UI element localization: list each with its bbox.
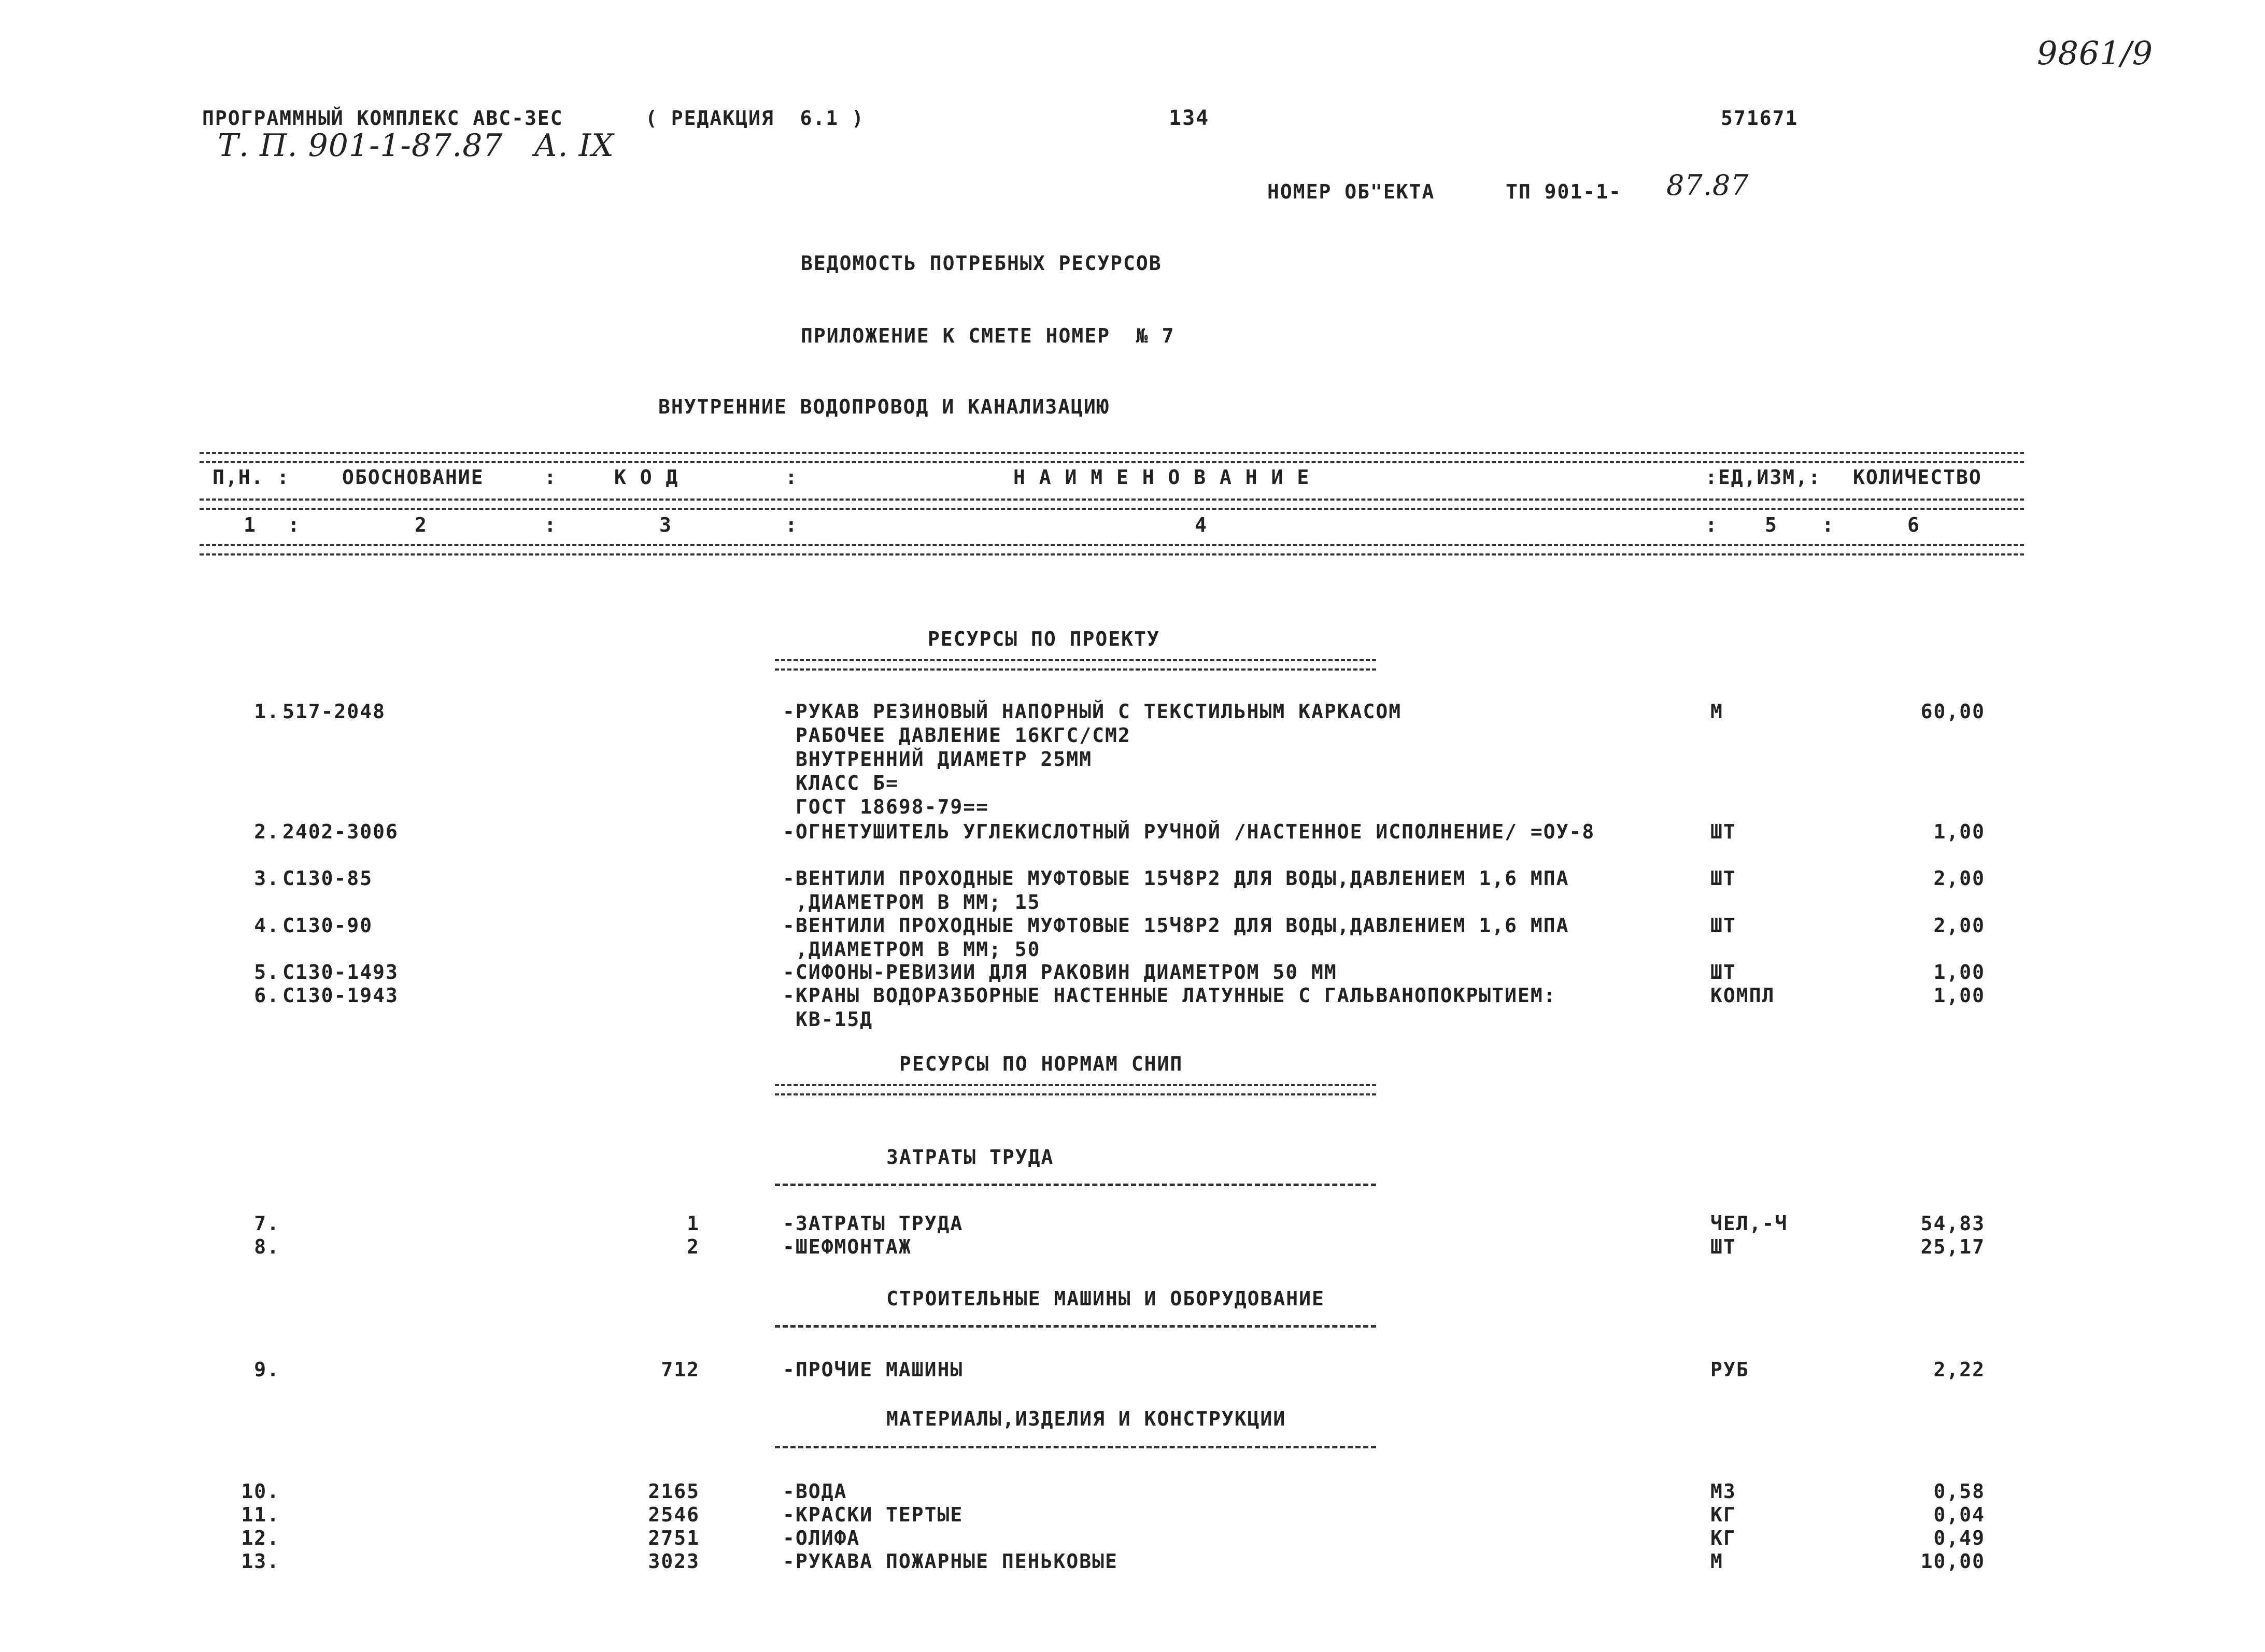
row-name-line: -ОГНЕТУШИТЕЛЬ УГЛЕКИСЛОТНЫЙ РУЧНОЙ /НАСТЕННОЕ ИСПОЛНЕНИЕ/ =ОУ-8 [783,820,1595,843]
section-rule-materials [775,1446,1376,1448]
row-unit: РУБ [1710,1358,1749,1381]
column-sep-2: : [544,514,557,536]
row-unit: ШТ [1710,1235,1736,1258]
header-pn: П,Н. : [213,466,290,489]
row-quantity: 54,83 [1920,1212,1985,1235]
object-number-label: НОМЕР ОБ"ЕКТА [1267,180,1435,203]
row-number: 9. [254,1358,280,1381]
row-code: 2 [687,1235,700,1258]
row-quantity: 25,17 [1920,1235,1985,1258]
page-number: 134 [1169,106,1210,130]
row-basis: 517-2048 [282,700,386,723]
row-basis: С130-1943 [282,984,399,1007]
row-quantity: 2,22 [1933,1358,1985,1381]
row-number: 2. [254,820,280,843]
section-title-machines: СТРОИТЕЛЬНЫЕ МАШИНЫ И ОБОРУДОВАНИЕ [886,1287,1325,1310]
section-title-materials: МАТЕРИАЛЫ,ИЗДЕЛИЯ И КОНСТРУКЦИИ [886,1407,1286,1430]
row-name-line: ,ДИАМЕТРОМ В ММ; 50 [783,938,1041,961]
header-code: К О Д [614,466,679,489]
header-name: Н А И М Е Н О В А Н И Е [1013,466,1310,489]
row-quantity: 60,00 [1920,700,1985,723]
handwritten-project-number: Т. П. 901-1-87.87 [218,127,503,164]
row-basis: С130-90 [282,914,373,937]
row-quantity: 1,00 [1933,984,1985,1007]
column-number-3: 3 [659,514,672,536]
document-subtitle: ВНУТРЕННИЕ ВОДОПРОВОД И КАНАЛИЗАЦИЮ [658,395,1110,418]
section-title-norms: РЕСУРСЫ ПО НОРМАМ СНИП [899,1052,1183,1075]
row-name-line: -ВЕНТИЛИ ПРОХОДНЫЕ МУФТОВЫЕ 15Ч8Р2 ДЛЯ ВОДЫ,ДАВЛЕНИЕМ 1,6 МПА [783,914,1569,937]
row-number: 3. [254,867,280,890]
table-bottom-rule [200,544,2024,556]
row-number: 11. [241,1503,280,1526]
row-basis: С130-1493 [282,961,399,984]
appendix-line: ПРИЛОЖЕНИЕ К СМЕТЕ НОМЕР № 7 [801,324,1175,347]
row-unit: ШТ [1710,867,1736,890]
row-basis: С130-85 [282,867,373,890]
row-name-line: -ПРОЧИЕ МАШИНЫ [783,1358,964,1381]
column-sep-4: : [1705,514,1718,536]
row-name-line: -КРАНЫ ВОДОРАЗБОРНЫЕ НАСТЕННЫЕ ЛАТУННЫЕ С ГАЛЬВАНОПОКРЫТИЕМ: [783,984,1556,1007]
row-name-line: -ВОДА [783,1480,847,1503]
row-unit: ШТ [1710,820,1736,843]
column-number-5: 5 [1765,514,1778,536]
row-name-line: -ОЛИФА [783,1527,860,1549]
row-name-line: -ШЕФМОНТАЖ [783,1235,912,1258]
row-number: 12. [241,1527,280,1549]
row-name-line: КВ-15Д [783,1008,873,1031]
header-basis: ОБОСНОВАНИЕ [342,466,484,489]
row-name-line: ВНУТРЕННИЙ ДИАМЕТР 25ММ [783,748,1093,771]
row-number: 6. [254,984,280,1007]
document-code: 571671 [1721,107,1799,130]
row-quantity: 10,00 [1920,1550,1985,1573]
column-sep-1: : [288,514,301,536]
corner-stamp: 9861/9 [2037,34,2154,72]
document-title: ВЕДОМОСТЬ ПОТРЕБНЫХ РЕСУРСОВ [801,252,1162,275]
table-top-rule [200,452,2024,463]
column-number-1: 1 [244,514,257,536]
row-unit: КОМПЛ [1710,984,1775,1007]
row-unit: М [1710,700,1723,723]
row-unit: ЧЕЛ,-Ч [1710,1212,1788,1235]
header-sep-2: : [785,466,798,489]
row-number: 4. [254,914,280,937]
row-name-line: РАБОЧЕЕ ДАВЛЕНИЕ 16КГС/СМ2 [783,724,1131,747]
row-name-line: -КРАСКИ ТЕРТЫЕ [783,1503,964,1526]
row-quantity: 0,04 [1933,1503,1985,1526]
row-code: 2751 [648,1527,700,1549]
row-number: 13. [241,1550,280,1573]
row-number: 1. [254,700,280,723]
handwritten-album: А. IX [534,127,614,164]
row-unit: М3 [1710,1480,1736,1503]
object-number-printed: ТП 901-1- [1506,180,1622,203]
object-number-handwritten: 87.87 [1666,169,1749,202]
table-header-rule [200,499,2024,510]
header-sep-1: : [544,466,557,489]
column-number-4: 4 [1195,514,1208,536]
row-name-line: -ЗАТРАТЫ ТРУДА [783,1212,964,1235]
row-quantity: 0,49 [1933,1527,1985,1549]
row-number: 7. [254,1212,280,1235]
row-name-line: ГОСТ 18698-79== [783,795,989,818]
row-quantity: 2,00 [1933,867,1985,890]
row-number: 10. [241,1480,280,1503]
header-unit: :ЕД,ИЗМ,: [1705,466,1821,489]
row-name-line: -ВЕНТИЛИ ПРОХОДНЫЕ МУФТОВЫЕ 15Ч8Р2 ДЛЯ ВОДЫ,ДАВЛЕНИЕМ 1,6 МПА [783,867,1569,890]
row-quantity: 2,00 [1933,914,1985,937]
row-basis: 2402-3006 [282,820,399,843]
row-name-line: -СИФОНЫ-РЕВИЗИИ ДЛЯ РАКОВИН ДИАМЕТРОМ 50 ММ [783,961,1337,984]
section-title-project: РЕСУРСЫ ПО ПРОЕКТУ [928,628,1160,650]
row-code: 2165 [648,1480,700,1503]
row-quantity: 1,00 [1933,961,1985,984]
row-unit: ШТ [1710,914,1736,937]
row-code: 1 [687,1212,700,1235]
section-rule-machines [775,1325,1376,1328]
row-quantity: 1,00 [1933,820,1985,843]
row-unit: ШТ [1710,961,1736,984]
section-rule-project [775,659,1376,671]
row-unit: М [1710,1550,1723,1573]
column-sep-3: : [785,514,798,536]
row-name-line: -РУКАВА ПОЖАРНЫЕ ПЕНЬКОВЫЕ [783,1550,1118,1573]
program-name: ПРОГРАММНЫЙ КОМПЛЕКС АВС-3ЕС [202,107,563,130]
column-sep-5: : [1822,514,1835,536]
section-title-labor: ЗАТРАТЫ ТРУДА [886,1146,1054,1169]
section-rule-norms [775,1084,1376,1095]
header-quantity: КОЛИЧЕСТВО [1853,466,1982,489]
row-code: 712 [661,1358,700,1381]
row-code: 2546 [648,1503,700,1526]
row-name-line: ,ДИАМЕТРОМ В ММ; 15 [783,891,1041,914]
row-unit: КГ [1710,1527,1736,1549]
row-number: 8. [254,1235,280,1258]
row-number: 5. [254,961,280,984]
column-number-2: 2 [415,514,428,536]
row-code: 3023 [648,1550,700,1573]
row-name-line: -РУКАВ РЕЗИНОВЫЙ НАПОРНЫЙ С ТЕКСТИЛЬНЫМ КАРКАСОМ [783,700,1402,723]
row-name-line: КЛАСС Б= [783,772,899,794]
row-unit: КГ [1710,1503,1736,1526]
program-edition: ( РЕДАКЦИЯ 6.1 ) [645,107,865,130]
row-quantity: 0,58 [1933,1480,1985,1503]
section-rule-labor [775,1184,1376,1186]
column-number-6: 6 [1907,514,1920,536]
